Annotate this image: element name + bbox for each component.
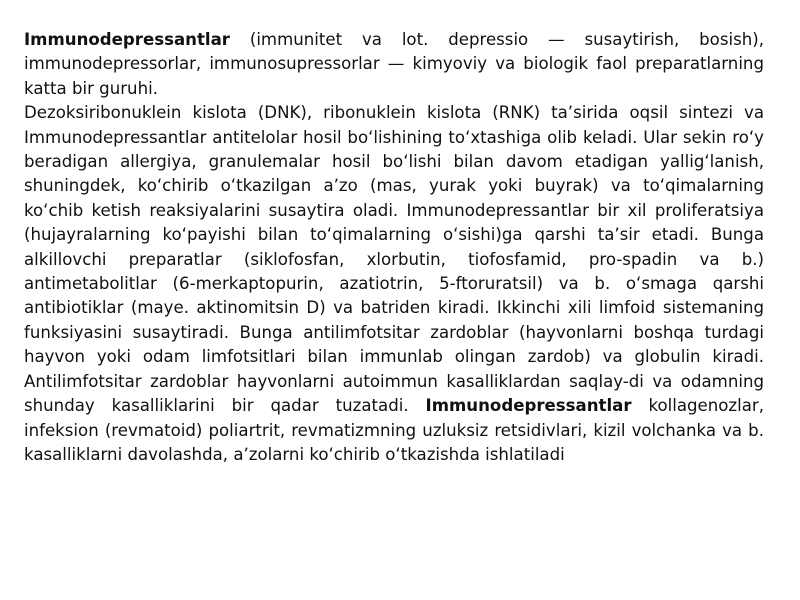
description-text-before: Dezoksiribonuklein kislota (DNK), ribonuklein kislota (RNK) taʼsirida oqsil sintezi va Immunodepressantlar antitelolar hosil boʻlishining toʻxtashiga olib keladi. Ular sekin roʻy beradigan allergiya, granulemalar hosil boʻlishi bilan davom etadigan yalligʻlanish, shuningdek, koʻchirib oʻtkazilgan aʼzo (mas, yurak yoki buyrak) va toʻqimalarning koʻchib ketish reaksiyalarini susaytira oladi. Immunodepressantlar bir xil proliferatsiya (hujayralarning koʻpayishi bilan toʻqimalarning oʻsishi)ga qarshi taʼsir etadi. Bunga alkillovchi preparatlar (siklofosfan, xlorbutin, tiofosfamid, pro-spadin va b.) antimetabolitlar (6-merkaptopurin, azatiotrin, 5-ftoruratsil) va b. oʻsmaga qarshi antibiotiklar (maye. aktinomitsin D) va batriden kiradi. Ikkinchi xili limfoid sistemaning funksiyasini susaytiradi. Bunga antilimfotsitar zardoblar (hayvonlarni boshqa turdagi hayvon yoki odam limfotsitlari bilan immunlab olingan zardob) va globulin kiradi. Antilimfotsitar zardoblar hayvonlarni autoimmun kasalliklardan saqlay-di va odamning shunday kasalliklarini bir qadar tuzatadi. [24,103,764,416]
term-immunodepressantlar: Immunodepressantlar [24,30,230,49]
document-body [24,28,764,467]
description-text-after: kollagenozlar, infeksion (revmatoid) poliartrit, revmatizmning uzluksiz retsidivlari, kizil volchanka va b. kasalliklarni davolashda, aʼzolarni koʻchirib oʻtkazishda ishlatiladi [24,396,764,464]
term-immunodepressantlar-inline: Immunodepressantlar [425,396,632,416]
definition-text: (immunitet va lot. depressio — susaytirish, bosish), immunodepressorlar, immunosupressorlar — kimyoviy va biologik faol preparatlarning katta bir guruhi. [24,30,764,98]
definition-paragraph [24,28,764,101]
description-paragraph [24,101,764,467]
